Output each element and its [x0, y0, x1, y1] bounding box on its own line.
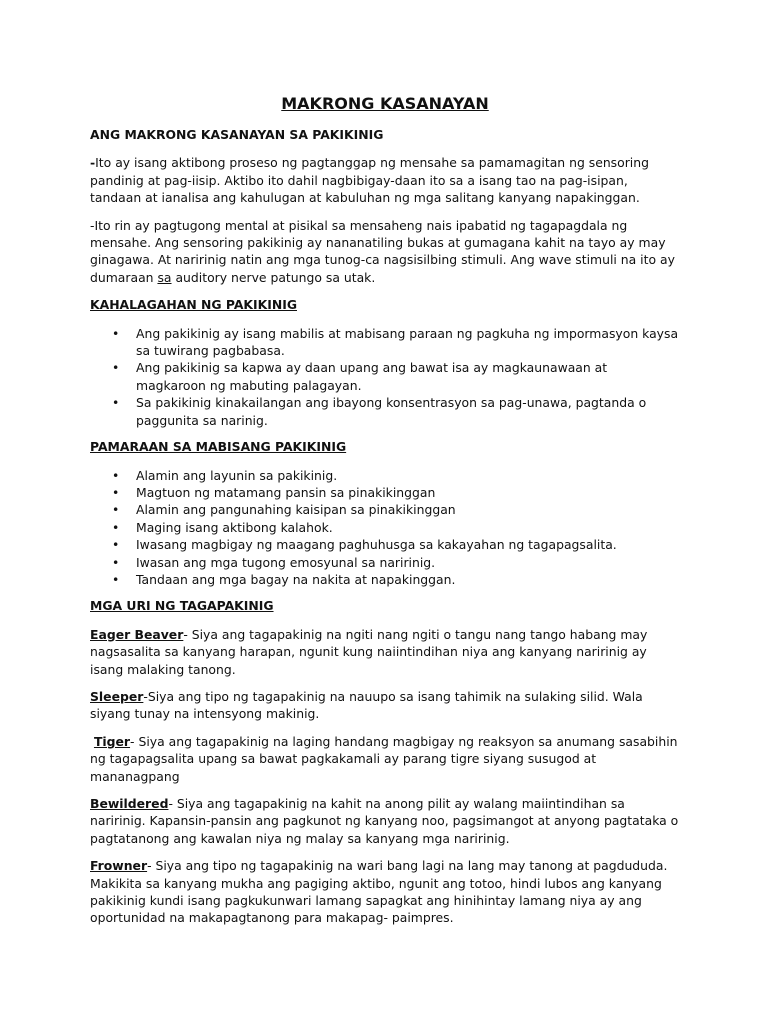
listener-type-desc: - Siya ang tagapakinig na ngiti nang ngiti o tangu nang tango habang may nagsasalita sa kanyang harapan, ngunit kung naiintindihan niya ang kanyang naririnig ay isang malaking tanong.: [90, 626, 648, 677]
section-heading-pamaraan: PAMARAAN SA MABISANG PAKIKINIG: [90, 439, 347, 455]
list-item: • Sa pakikinig kinakailangan ang ibayong konsentrasyon sa pag-unawa, pagtanda o paggunita sa narinig.: [90, 394, 680, 429]
listener-type-tiger: [90, 733, 680, 785]
listener-type-eager-beaver: [90, 626, 680, 678]
section-heading-uri: MGA URI NG TAGAPAKINIG: [90, 598, 274, 614]
listener-type-term: Sleeper: [90, 688, 144, 704]
listener-type-frowner: [90, 857, 680, 927]
list-item: • Iwasan ang mga tugong emosyunal sa naririnig.: [90, 554, 680, 571]
list-item: • Ang pakikinig ay isang mabilis at mabisang paraan ng pagkuha ng impormasyon kaysa sa tuwirang pagbabasa.: [90, 325, 680, 360]
listener-type-desc: - Siya ang tagapakinig na laging handang magbigay ng reaksyon sa anumang sasabihin ng tagapagsalita upang sa bawat pagkakamali ay parang tigre siyang susugod at mananagpang: [90, 733, 678, 784]
listener-type-desc: -Siya ang tipo ng tagapakinig na nauupo sa isang tahimik na sulaking silid. Wala siyang tunay na intensyong makinig.: [90, 688, 643, 722]
list-item: • Maging isang aktibong kalahok.: [90, 519, 680, 536]
listener-type-term: Tiger: [93, 733, 131, 749]
section-heading-makrong-kasanayan: ANG MAKRONG KASANAYAN SA PAKIKINIG: [90, 127, 384, 142]
listener-type-term: Bewildered: [90, 796, 169, 811]
section-heading-kahalagahan: KAHALAGAHAN NG PAKIKINIG: [90, 297, 297, 313]
paragraph-text: Ito ay isang aktibong proseso ng pagtanggap ng mensahe sa pamamagitan ng sensoring pandinig at pag-iisip. Aktibo ito dahil nagbibigay-daan ito sa a isang tao na pag-isipan, tandaan at ianalisa ang kahulugan at kabuluhan ng mga salitang kanyang napakinggan.: [90, 155, 649, 206]
document-page: [90, 94, 680, 937]
listener-type-sleeper: [90, 688, 680, 723]
pamaraan-list: [90, 467, 680, 589]
kahalagahan-list: [90, 325, 680, 429]
listener-type-term: Frowner: [90, 858, 148, 874]
listener-type-desc: - Siya ang tipo ng tagapakinig na wari bang lagi na lang may tanong at pagdududa. Makikita sa kanyang mukha ang pagiging aktibo, ngunit ang totoo, hindi lubos ang kanyang pakikinig kundi isang pagkukunwari lamang sapagkat ang hinihintay lamang niya ay ang oportunidad na makapagtanong para makapag- paimpres.: [90, 858, 668, 926]
listener-type-desc: - Siya ang tagapakinig na kahit na anong pilit ay walang maiintindihan sa naririnig. Kapansin-pansin ang pagkunot ng kanyang noo, pagsimangot at anyong pagtataka o pagtatanong ang kawalan niya ng malay sa kanyang mga naririnig.: [90, 796, 679, 846]
list-item: • Tandaan ang mga bagay na nakita at napakinggan.: [90, 571, 680, 588]
paragraph-text: -Ito rin ay pagtugong mental at pisikal sa mensaheng nais ipabatid ng tagapagdala ng mensahe. Ang sensoring pakikinig ay nananatiling bukas at gumagana kahit na tayo ay may ginagawa. At naririnig natin ang mga tunog-ca nagsisilbing stimuli. Ang wave stimuli na ito ay dumaraan: [90, 217, 675, 285]
list-item: • Magtuon ng matamang pansin sa pinakikinggan: [90, 484, 680, 501]
paragraph-mental-pisikal: [90, 217, 680, 287]
listener-type-bewildered: [90, 795, 680, 847]
paragraph-definition: [90, 154, 680, 206]
list-item: • Alamin ang pangunahing kaisipan sa pinakikinggan: [90, 501, 680, 518]
paragraph-dash: -: [90, 155, 96, 171]
document-title: MAKRONG KASANAYAN: [281, 94, 489, 113]
listener-type-term: Eager Beaver: [90, 626, 184, 642]
paragraph-text: auditory nerve patungo sa utak.: [171, 269, 376, 285]
list-item: • Iwasang magbigay ng maagang paghuhusga sa kakayahan ng tagapagsalita.: [90, 536, 680, 553]
list-item: • Alamin ang layunin sa pakikinig.: [90, 467, 680, 484]
list-item: • Ang pakikinig sa kapwa ay daan upang ang bawat isa ay magkaunawaan at magkaroon ng mabuting palagayan.: [90, 359, 680, 394]
underlined-word: sa: [157, 269, 172, 285]
